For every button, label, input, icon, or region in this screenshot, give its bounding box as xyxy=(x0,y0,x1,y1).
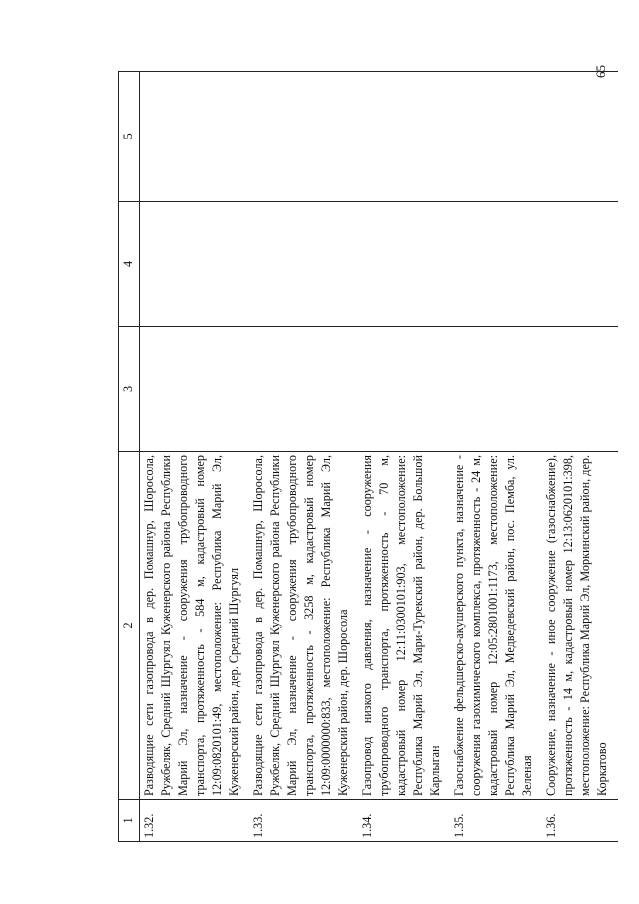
row-description: Газопровод низкого давления, назначение - сооружения трубопроводного транспорта, протяженность - 70 м, кадастровый номер 12:11:0300101:903, местоположение: Республика Марий Эл, Мари-Турекский район, дер. Большой Карлыган xyxy=(359,452,451,800)
row-cell-3 xyxy=(140,327,251,452)
row-cell-5 xyxy=(250,72,359,202)
row-cell-4 xyxy=(359,202,451,327)
column-header-5: 5 xyxy=(119,72,140,202)
row-cell-5 xyxy=(140,72,251,202)
row-cell-3 xyxy=(543,327,618,452)
row-number: 1.32. xyxy=(140,800,251,842)
rotated-table-container xyxy=(118,72,609,842)
column-header-2: 2 xyxy=(119,452,140,800)
row-description: Газоснабжение фельдшерско-акушерского пункта, назначение - сооружения газохимического комплекса, протяженность - 24 м, кадастровый номер 12:05:2801001:1173, местоположение: Республика Марий Эл, Медведевский район, пос. Пемба, ул. Зеленая xyxy=(451,452,543,800)
page-number: 65 xyxy=(593,65,608,78)
table-row xyxy=(140,72,251,842)
row-cell-4 xyxy=(140,202,251,327)
row-number: 1.35. xyxy=(451,800,543,842)
row-description: Разводящие сети газопровода в дер. Помашнур, Шоросола, Ружбеляк, Средний Шургуял Куженерского района Республики Марий Эл, назначение - сооружения трубопроводного транспорта, протяженность - 3258 м, кадастровый номер 12:09:0000000:833, местоположение: Республика Марий Эл, Куженерский район, дер. Шоросола xyxy=(250,452,359,800)
row-number: 1.33. xyxy=(250,800,359,842)
row-description: Сооружение, назначение - иное сооружение (газоснабжение), протяженность - 14 м, кадастровый номер 12:13:0620101:398, местоположение: Республика Марий Эл, Моркинский район, дер. Коркатово xyxy=(543,452,618,800)
column-header-4: 4 xyxy=(119,202,140,327)
table-row xyxy=(359,72,451,842)
row-number: 1.34. xyxy=(359,800,451,842)
row-cell-5 xyxy=(543,72,618,202)
row-cell-3 xyxy=(250,327,359,452)
table-row xyxy=(250,72,359,842)
row-cell-3 xyxy=(359,327,451,452)
column-header-3: 3 xyxy=(119,327,140,452)
row-cell-5 xyxy=(451,72,543,202)
column-header-1: 1 xyxy=(119,800,140,842)
row-cell-3 xyxy=(451,327,543,452)
table-row xyxy=(543,72,618,842)
row-cell-4 xyxy=(451,202,543,327)
row-cell-4 xyxy=(543,202,618,327)
row-description: Разводящие сети газопровода в дер. Помашнур, Шоросола, Ружбеляк, Средний Шургуял Куженерского района Республики Марий Эл, назначение - сооружения трубопроводного транспорта, протяженность - 584 м, кадастровый номер 12:09:0820101:49, местоположение: Республика Марий Эл, Куженерский район, дер. Средний Шургуял xyxy=(140,452,251,800)
table-header-row xyxy=(119,72,140,842)
table-row xyxy=(451,72,543,842)
row-number: 1.36. xyxy=(543,800,618,842)
property-table xyxy=(118,71,618,842)
row-cell-5 xyxy=(359,72,451,202)
row-cell-4 xyxy=(250,202,359,327)
